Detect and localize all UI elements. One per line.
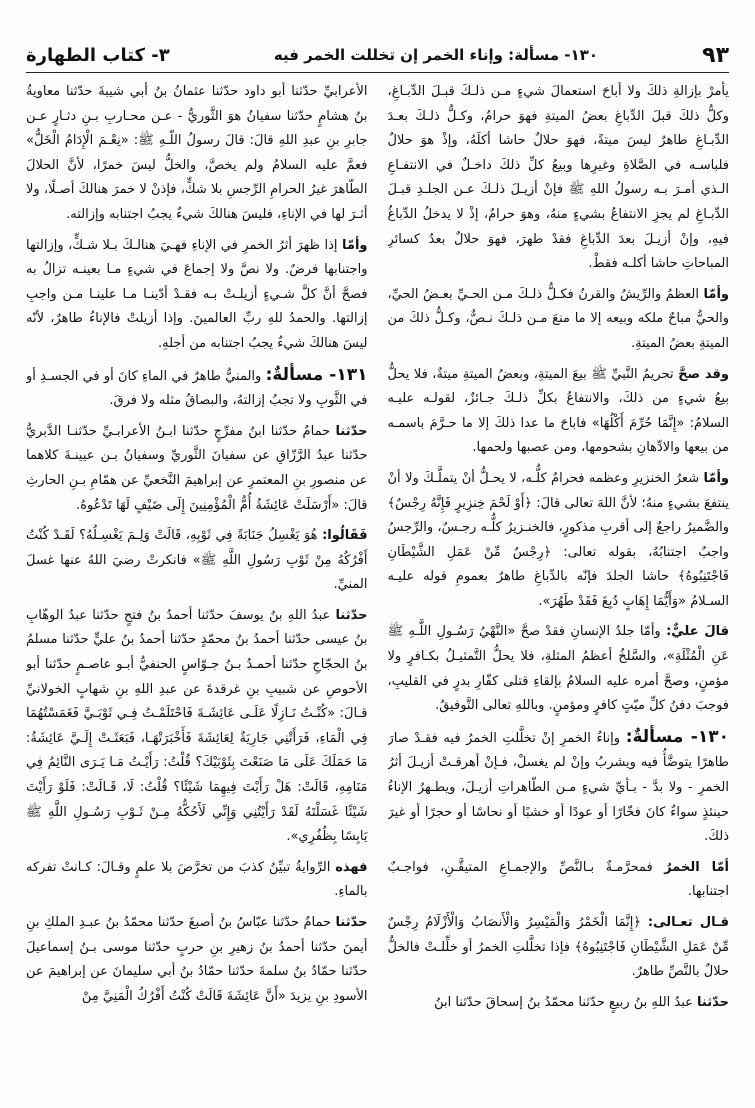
paragraph <box>388 725 730 850</box>
paragraph <box>388 467 730 615</box>
paragraph-lead: وقد صحَّ <box>678 366 729 382</box>
paragraph <box>388 856 730 905</box>
paragraph-text: وأمّا جلدُ الإنسانِ فقدْ صحَّ «النَّهْيُ رَسُـولِ اللَّـهِ ﷺ عَنِ الْمُثْلَةِ»، والسَّلخُ أعظمُ المثلةِ، فلا يحلُّ التَّمثيـلُ بكـافرٍ ولا مؤمنٍ، وصحَّ أمره عليه السلامُ بإلقاءِ قتلى كفّارِ بدرٍ في القليبِ، فوجبَ دفنُ كلِّ ميّتٍ كافرٍ ومؤمنٍ. وباللهِ تعالى التَّوفيقُ. <box>387 624 729 714</box>
left-column <box>26 80 368 1102</box>
text-columns <box>26 80 729 1102</box>
paragraph-lead: قـال تعـالى: <box>647 915 729 930</box>
paragraph-text: شعرُ الخنزيرِ وعظمه فحرامٌ كلُّـه، لا يحـلُّ أنْ يتملَّـكَ ولا أنْ ينتفعَ بشيءٍ منهُ؛ لأنَّ اللهَ تعالى قالَ: ﴿أَوْ لَحْمَ خِنزِيرٍ فَإِنَّهُ رِجْسٌ﴾ والضَّميرُ راجعٌ إلى أقربِ مذكورٍ، فالخنـزيرُ كلُّـه رجـسٌ، والرِّجسُ واجبٌ اجتنابُهُ، بقوله تعالى: ﴿رِجْسٌ مِّنْ عَمَلِ الشَّيْطَانِ فَاجْتَنِبُوهُ﴾ حاشا الجلدَ فإنّه بالدِّباغِ طاهرٌ بعمومِ قوله عليـه السـلامُ «وَأَيُّمَا إِهَابٍ دُبِغَ فَقَدْ طَهُرَ». <box>387 470 729 609</box>
page-number: ٩٣ <box>702 42 729 68</box>
right-column <box>388 80 730 1102</box>
paragraph-text: حمامٌ حدّثنا ابنُ مفرِّجٍ حدّثنا ابـنُ الأعرابـيِّ حدّثنـا الدَّبريُّ حدّثنا عبدُ الرَّزّاقِ عن سفيانَ الثَّوريِّ وسفيانُ بـن عيينـةَ كلاهما عن منصورِ بنِ المعتمرِ عن إبراهيمَ النَّخعيِّ عن همّامِ بـنِ الحارثِ قالَ: «أَرْسَلَتْ عَائِشَةُ أُمُّ الْمُؤْمِنِينَ إِلَى ضَيْفٍ لَهَا تَدْعُوهُ. <box>26 423 368 513</box>
paragraph-lead: حدّثنا <box>335 915 368 930</box>
paragraph <box>26 911 368 1009</box>
paragraph-lead: وأمّا <box>703 470 729 486</box>
paragraph <box>388 620 730 718</box>
paragraph <box>388 911 730 985</box>
paragraph-text: عبدُ اللهِ بنُ ربيعٍ حدّثنا محمّدُ بنُ إسحاقَ حدّثنا ابنُ <box>434 994 693 1010</box>
paragraph-lead: ١٣١- مسألةٌ: <box>265 364 368 385</box>
paragraph <box>26 363 368 414</box>
page-header <box>26 38 729 73</box>
paragraph <box>388 991 730 1016</box>
paragraph <box>388 80 730 277</box>
paragraph-text: والمنيُّ طاهرٌ في الماءِ كانَ أو في الجسـدِ أو في الثَّوبِ ولا تجبُ إزالتهُ، والبصاقُ مثله ولا فرقَ. <box>26 368 368 409</box>
paragraph-lead: أمّا الخمرُ <box>664 859 729 875</box>
paragraph <box>388 363 730 461</box>
paragraph <box>26 604 368 850</box>
paragraph-text: وإناءُ الخمرِ إنْ تخلَّلتِ الخمرُ فيه فقـدْ صارَ طاهرًا يتوضَّأُ فيه ويشربُ وإنْ لم يغسلْ، فـإنْ أهرقـتْ أزيـلَ أثرُ الخمرِ - ولا بدَّ - بـأيِّ شيءٍ مـن الطّاهراتِ أزيـلَ، ويطـهرُ الإناءُ حينئذٍ سواءٌ كانَ فخّارًا أو عودًا أو خشبًا أو نحاسًا أو حجرًا أو غيرَ ذلكَ. <box>387 730 729 845</box>
paragraph-lead: قالَ عليٌّ: <box>666 624 729 640</box>
paragraph-lead: حدّثنا <box>335 423 368 439</box>
paragraph <box>26 80 368 228</box>
paragraph-text: هُوَ يَغْسِلُ جَنَابَةً فِي ثَوْبِهِ، قَالَتْ وَلِـمَ يَغْسِـلُهُ؟ لَقَـدْ كُنْتُ أَفْرُكُهُ مِنْ ثَوْبِ رَسُولِ اللَّهِ ﷺ» فانكرتْ رضيَ اللهُ عنها غسلَ المنيِّ. <box>26 528 368 593</box>
paragraph-text: الرِّوايةُ تبيِّنُ كذبَ من تخرَّصَ بلا علمٍ وقـالَ: كـانتْ تفركه بالماءِ. <box>26 859 368 900</box>
paragraph-text: الأعرابيِّ حدّثنا أبو داود حدّثنا عثمانُ بنُ أبي شيبةَ حدّثنا معاويةُ بنُ هشامٍ حدّثنا سفيانُ هوَ الثَّوريُّ - عـن محـاربِ بـنِ دثـارٍ عـن جابرِ بنِ عبدِ اللهِ قالَ: قالَ رسولُ اللّـهِ ﷺ: «نِعْـمَ الْإِدَامُ الْخَلُّ» فعمَّ عليه السلامُ ولم يخصَّ، والخلُّ ليسَ خمرًا، لأنَّ الحلالَ الطّاهرَ غيرُ الحرامِ الرِّجسِ بلا شكٍّ، فإذنْ لا خمرَ هنالكَ أصـلًا، ولا أثـرَ لها في الإناءِ، فليسَ هنالكَ شيءٌ يجبُ اجتنابه وإزالته. <box>26 84 368 222</box>
paragraph-text: عبدُ اللهِ بنُ يوسفَ حدّثنا أحمدُ بنُ فتحٍ حدّثنا عبدُ الوهّابِ بنُ عيسى حدّثنا أحمدُ بنُ محمّدٍ حدّثنا أحمدُ بنُ عليٍّ حدّثنا مسلمُ بنُ الحجّاجِ حدّثنا أحمـدُ بـنُ جـوّاسٍ الحنفيُّ أبـو عاصـمٍ حدّثنا أبو الأحوصِ عن شبيبِ بنِ غرقدةَ عن عبدِ اللهِ بنِ شهابٍ الخولانيِّ قـالَ: «كُنْـتُ نَـازِلًا عَلَـى عَائِشَـةَ فَاحْتَلَمْـتُ فِـي ثَوْبَـيَّ فَغَمَسْتُهُمَا فِي الْمَاءِ، فَرَأَتْنِي جَارِيَةٌ لِعَائِشَةَ فَأَخْبَرَتْهَـا، فَبَعَثَـتْ إِلَـيَّ عَائِشَةُ: مَا حَمَلَكَ عَلَى مَا صَنَعْتَ بِثَوْبَيْكَ؟ قُلْتُ: رَأَيْـتُ مَـا يَـرَى النَّائِمُ فِي مَنَامِهِ، قَالَتْ: هَلْ رَأَيْتَ فِيهِمَا شَيْئًا؟ قُلْتُ: لَا، قَـالَتْ: فَلَوْ رَأَيْتَ شَيْئًا غَسَلْتَهُ لَقَدْ رَأَيْتُنِي وَإِنِّي لَأَحُكُّهُ مِـنْ ثَـوْبِ رَسُـولِ اللَّهِ ﷺ يَابِسًا بِظُفُرِي». <box>26 607 368 845</box>
running-chapter-title: ١٣٠- مسألة: وإناء الخمر إن تخللت الخمر فيه <box>273 46 598 64</box>
paragraph-text: إذا ظهرَ أثرُ الخمرِ في الإناءِ فهـيَ هنالـكَ بـلا شـكٍّ، وإزالتها واجتنابها فرضٌ. ولا نصَّ ولا إجماعَ في شيءٍ مـا بعينـه تزالُ به فصحَّ أنَّ كلَّ شـيءٍ أزيلـتْ بـه فقـدْ أدّينـا مـا علينـا مـن واجبِ إزالتها. والحمدُ للهِ ربِّ العالمينَ. وإذا أزيلتْ فالإناءُ طاهرٌ، لأنّه ليسَ هنالكَ شيءٌ يجبُ اجتنابه من أجلهِ. <box>26 237 368 351</box>
paragraph-text: فمحرَّمـةٌ بـالنَّصِّ والإجمـاعِ المتيقَّـنِ، فواجـبٌ اجتنابها. <box>387 859 729 900</box>
paragraph-lead: فهذه <box>335 859 368 875</box>
paragraph-lead: وأمّا <box>703 286 729 302</box>
paragraph-text: حمامٌ حدّثنا عبّاسُ بنُ أصبغَ حدّثنا محمّدُ بنُ عبـدِ الملكِ بنِ أيمنَ حدّثنا أحمدُ بنُ زهيرِ بنِ حربٍ حدّثنا موسى بـنُ إسماعيلَ حدّثنا حمّادُ بنُ سلمةَ حدّثنا حمّادُ بنُ أبي سليمانَ عن إبراهيمَ عن الأسودِ بنِ يزيدَ «أَنَّ عَائِشَةَ قَالَتْ كُنْتُ أَفْرُكُ الْمَنِيَّ مِنْ <box>26 915 368 1004</box>
book-title: ٣- كتاب الطهارة <box>26 44 170 66</box>
paragraph <box>26 234 368 357</box>
paragraph <box>388 283 730 357</box>
paragraph-text: تحريمُ النَّبيِّ ﷺ بيعَ الميتةِ، وبعضُ الميتةِ ميتةٌ، فلا يحلُّ بيعُ شيءٍ من ذلكَ، والانتفاعُ بكلِّ ذلـكَ جـائزٌ، لقولـه عليـه السلامُ: «إِنَّمَا حُرِّمَ أَكْلُهَا» فاباحَ ما عدا ذلكَ إلا ما حـرَّمَ باسمـه من بيعها والادِّهانِ بشحومها، ومن عصبها ولحمها. <box>387 366 729 456</box>
paragraph-text: العظمُ والرِّيشُ والقرنُ فكـلُّ ذلـكَ مـن الحـيِّ بعـضُ الحيِّ، والحيُّ مباحٌ ملكه وبيعه إلا ما منعَ مـن ذلـكَ نـصٌّ، وكـلُّ ذلكَ من الميتةِ بعضُ الميتةِ. <box>387 286 729 351</box>
paragraph <box>26 524 368 598</box>
paragraph-text: يأمرْ بإزالةِ ذلكَ ولا أباحَ استعمالَ شيءٍ مـن ذلـكَ قبـلَ الدِّبـاغِ، وكلُّ ذلكَ قبلَ الدِّباغِ بعضُ الميتةِ فهوَ حرامٌ، وكـلُّ ذلـكَ بعـدَ الدِّبـاغِ طاهرٌ ليسَ ميتةً، فهوَ حلالٌ حاشا أكلَهُ، وإذْ هوَ حلالٌ فلباسـه في الصَّلاةِ وغيرِها وبيعُ كلِّ ذلكَ داخـلٌ في الانتفـاعِ الـذي أمـرَ بـه رسولُ اللهِ ﷺ فإنْ أزيـلَ ذلـكَ عـن الجلـدِ قبـلَ الدِّبـاغِ لم يجزِ الانتفاعُ بشيءٍ منهُ، وهوَ حرامٌ، إذْ لا يدخلُ الدِّباغُ فيهِ، وإنْ أزيـلَ بعدَ الدِّباغِ فقدْ طهرَ، فهوَ حلالٌ بعدُ كسائرِ المباحاتِ حاشا أكلـه فقطْ. <box>387 84 729 272</box>
paragraph-lead: حدّثنا <box>697 994 729 1010</box>
paragraph-lead: فَقَالُوا: <box>322 528 368 544</box>
paragraph-text: ﴿إِنَّمَا الْخَمْرُ وَالْمَيْسِرُ وَالْأَنصَابُ وَالْأَزْلَامُ رِجْسٌ مِّنْ عَمَلِ الشَّيْطَانِ فَاجْتَنِبُوهُ﴾ فإذا تخلَّلتِ الخمرُ أو خلِّلـتْ فالخلُّ حلالٌ بالنَّصِّ طاهرٌ. <box>387 915 729 980</box>
paragraph <box>26 420 368 518</box>
paragraph-lead: حدّثنا <box>335 607 368 623</box>
paragraph <box>26 856 368 905</box>
paragraph-lead: وأمّا <box>342 237 368 253</box>
paragraph-lead: ١٣٠- مسألةٌ: <box>625 726 729 747</box>
